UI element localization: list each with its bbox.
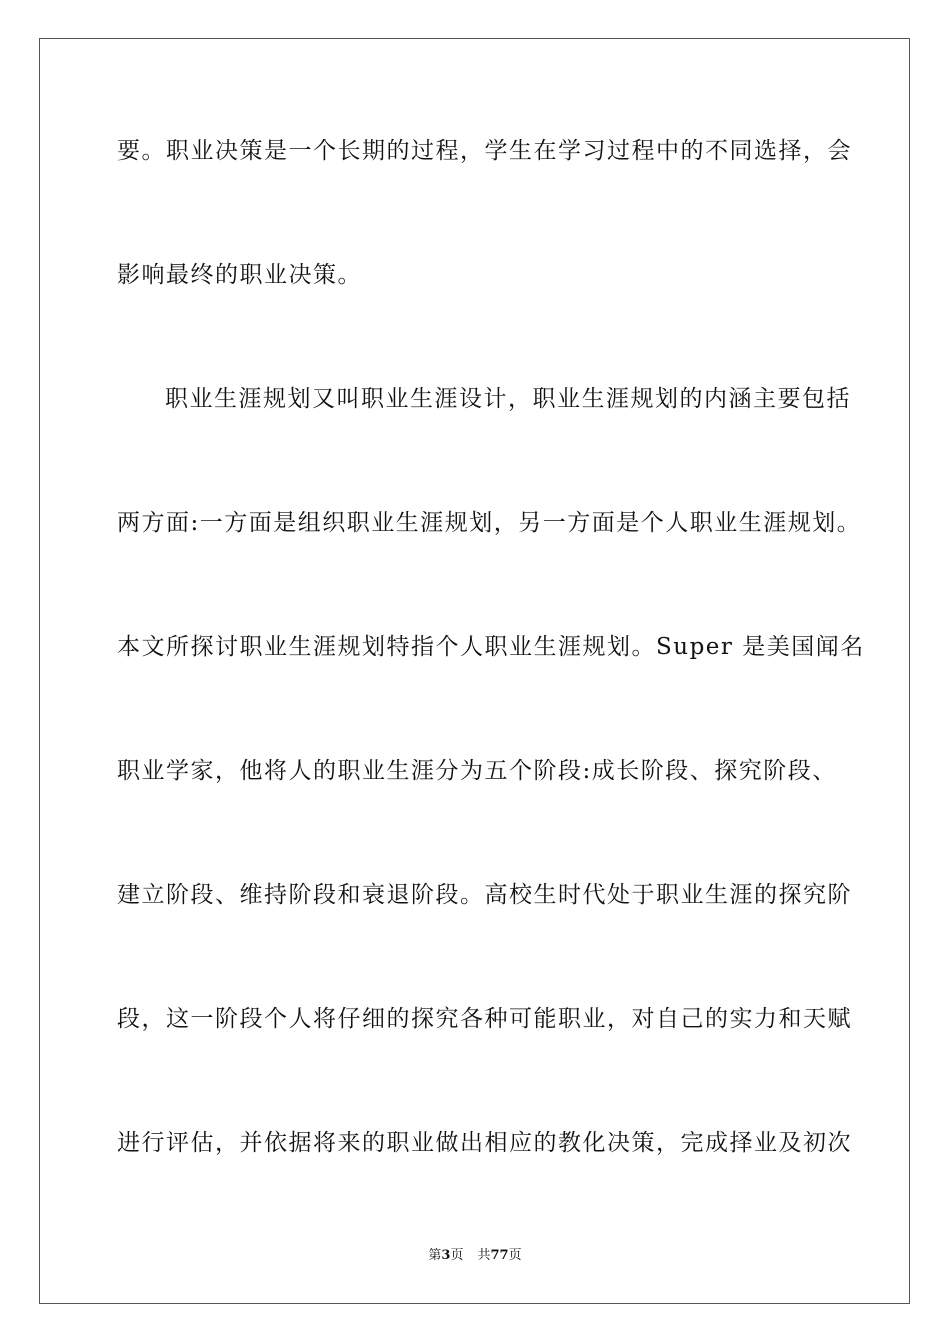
- text-line-4: 两方面:一方面是组织职业生涯规划，另一方面是个人职业生涯规划。: [117, 510, 862, 536]
- total-suffix: 页: [508, 1248, 522, 1263]
- page-number: 3: [441, 1248, 451, 1263]
- text-line-1: 要。职业决策是一个长期的过程，学生在学习过程中的不同选择，会: [117, 138, 852, 164]
- text-line-9: 进行评估，并依据将来的职业做出相应的教化决策，完成择业及初次: [117, 1130, 852, 1156]
- page-footer: [0, 1248, 950, 1264]
- text-line-7: 建立阶段、维持阶段和衰退阶段。高校生时代处于职业生涯的探究阶: [117, 882, 852, 908]
- text-line-8: 段，这一阶段个人将仔细的探究各种可能职业，对自己的实力和天赋: [117, 1006, 852, 1032]
- text-line-2: 影响最终的职业决策。: [117, 262, 362, 288]
- text-line-5: 本文所探讨职业生涯规划特指个人职业生涯规划。Super 是美国闻名: [117, 634, 865, 660]
- page-border: [39, 38, 910, 1304]
- text-line-6: 职业学家，他将人的职业生涯分为五个阶段:成长阶段、探究阶段、: [117, 758, 837, 784]
- total-prefix: 共: [477, 1248, 491, 1263]
- page-suffix: 页: [450, 1248, 464, 1263]
- page-prefix: 第: [428, 1248, 442, 1263]
- text-line-3: 职业生涯规划又叫职业生涯设计，职业生涯规划的内涵主要包括: [165, 386, 851, 412]
- total-pages: 77: [490, 1248, 509, 1263]
